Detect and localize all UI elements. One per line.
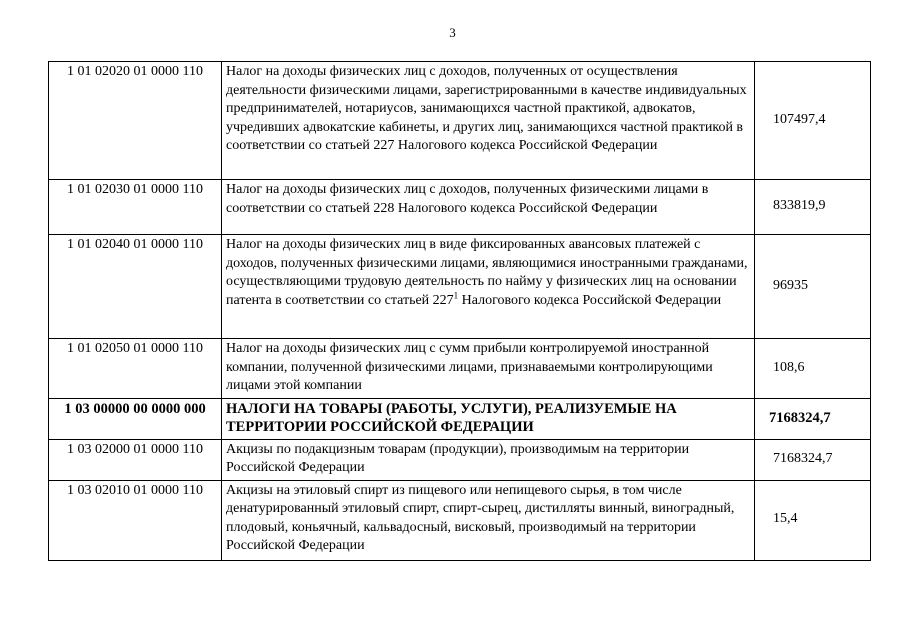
budget-code-cell: 1 01 02020 01 0000 110 (49, 62, 222, 180)
description-cell: НАЛОГИ НА ТОВАРЫ (РАБОТЫ, УСЛУГИ), РЕАЛИЗУЕМЫЕ НА ТЕРРИТОРИИ РОССИЙСКОЙ ФЕДЕРАЦИИ (222, 398, 755, 439)
amount-cell: 107497,4 (755, 62, 871, 180)
budget-code-cell: 1 01 02040 01 0000 110 (49, 235, 222, 339)
amount-cell: 15,4 (755, 480, 871, 560)
budget-revenue-table (48, 61, 871, 561)
table-row (49, 235, 871, 339)
table-row (49, 180, 871, 235)
amount-cell: 833819,9 (755, 180, 871, 235)
table-row (49, 439, 871, 480)
description-text: Налог на доходы физических лиц в виде фиксированных авансовых платежей с доходов, полученных физическими лицами, являющимися иностранными гражданами, осуществляющими трудовую деятельность по найму у физических лиц на основании патента в соответствии со статьей 227 (226, 237, 748, 308)
description-cell (222, 235, 755, 339)
table-row (49, 62, 871, 180)
description-cell: Акцизы на этиловый спирт из пищевого или непищевого сырья, в том числе денатурированный этиловый спирт, спирт-сырец, дистилляты винный, виноградный, плодовый, коньячный, кальвадосный, висковый, производимый на территории Российской Федерации (222, 480, 755, 560)
description-text: Налогового кодекса Российской Федерации (458, 292, 722, 308)
budget-code-cell: 1 01 02050 01 0000 110 (49, 339, 222, 399)
description-cell: Акцизы по подакцизным товарам (продукции), производимым на территории Российской Федерации (222, 439, 755, 480)
amount-cell: 7168324,7 (755, 439, 871, 480)
table-row-section (49, 398, 871, 439)
budget-code-cell: 1 03 02000 01 0000 110 (49, 439, 222, 480)
description-cell: Налог на доходы физических лиц с сумм прибыли контролируемой иностранной компании, полученной физическими лицами, признаваемыми контролирующими лицами этой компании (222, 339, 755, 399)
description-cell: Налог на доходы физических лиц с доходов, полученных физическими лицами в соответствии со статьей 228 Налогового кодекса Российской Федерации (222, 180, 755, 235)
table-row (49, 480, 871, 560)
page-number: 3 (449, 25, 456, 40)
amount-cell: 7168324,7 (755, 398, 871, 439)
footnote-superscript: 1 (453, 289, 459, 300)
budget-code-cell: 1 01 02030 01 0000 110 (49, 180, 222, 235)
budget-code-cell: 1 03 00000 00 0000 000 (49, 398, 222, 439)
amount-cell: 96935 (755, 235, 871, 339)
budget-code-cell: 1 03 02010 01 0000 110 (49, 480, 222, 560)
table-row (49, 339, 871, 399)
amount-cell: 108,6 (755, 339, 871, 399)
description-cell: Налог на доходы физических лиц с доходов, полученных от осуществления деятельности физическими лицами, зарегистрированными в качестве индивидуальных предпринимателей, нотариусов, занимающихся частной практикой, адвокатов, учредивших адвокатские кабинеты, и других лиц, занимающихся частной практикой в соответствии со статьей 227 Налогового кодекса Российской Федерации (222, 62, 755, 180)
